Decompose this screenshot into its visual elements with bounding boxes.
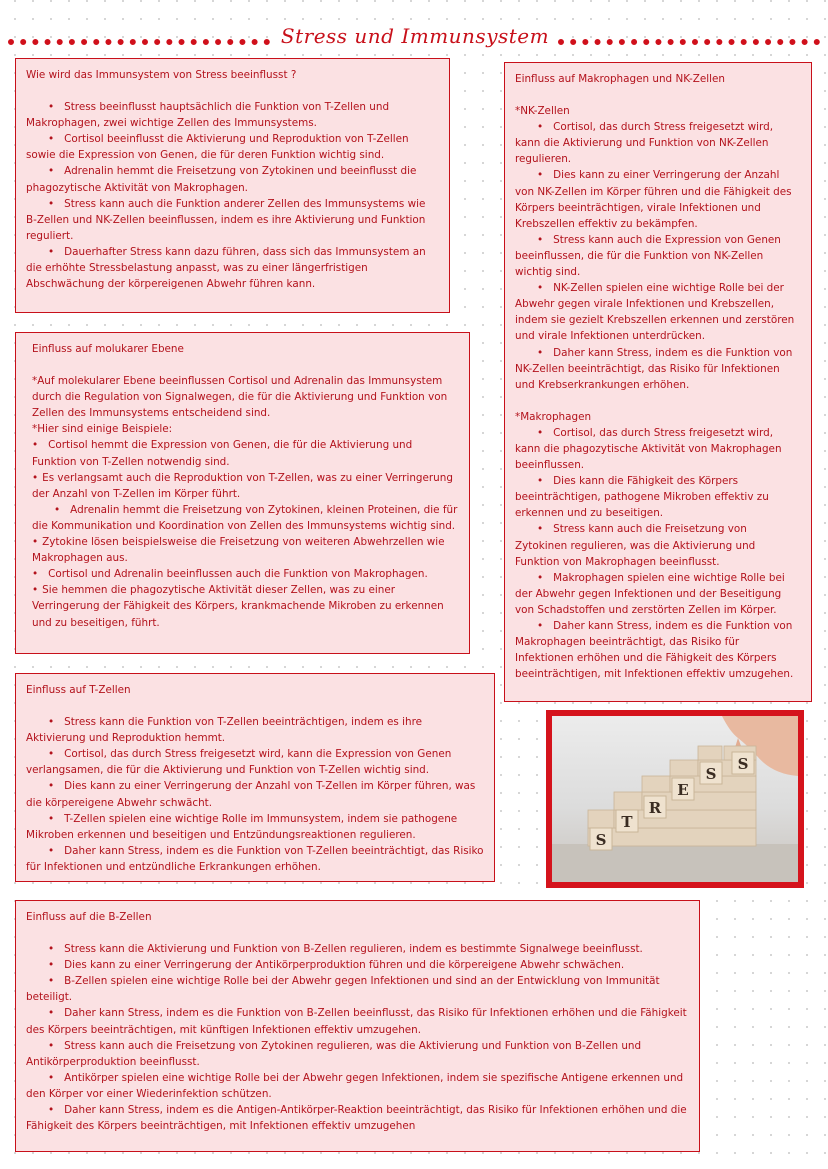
bullet-item: • Antikörper spielen eine wichtige Rolle bei der Abwehr gegen Infektionen, indem sie spezifische Antigene erkennen und den Körper vor einer Wiederinfektion schützen. — [26, 1070, 689, 1102]
section-b-cells — [15, 900, 700, 1152]
bullet-item: • Makrophagen spielen eine wichtige Rolle bei der Abwehr gegen Infektionen und der Beseitigung von Schadstoffen und zerstörten Zellen im Körper. — [515, 570, 801, 618]
block-letter: T — [621, 813, 633, 831]
section-heading: Einfluss auf Makrophagen und NK-Zellen — [515, 73, 725, 85]
bullet-item: • Stress beeinflusst hauptsächlich die Funktion von T-Zellen und Makrophagen, zwei wichtige Zellen des Immunsystems. — [26, 99, 439, 131]
bullet-item: • Dauerhafter Stress kann dazu führen, dass sich das Immunsystem an die erhöhte Stressbelastung anpasst, was zu einer längerfristigen Abschwächung der körpereigenen Abwehr führen kann. — [26, 244, 439, 292]
stress-blocks-photo — [546, 710, 804, 888]
bullet-item: • Dies kann zu einer Verringerung der Anzahl von T-Zellen im Körper führen, was die körpereigene Abwehr schwächt. — [26, 778, 484, 810]
section-stress-immune — [15, 58, 450, 313]
intro-text: *Auf molekularer Ebene beeinflussen Cortisol und Adrenalin das Immunsystem durch die Regulation von Signalwegen, die für die Aktivierung und Funktion von Zellen des Immunsystems entscheidend sind. — [32, 375, 448, 420]
bullet-item: • Cortisol, das durch Stress freigesetzt wird, kann die Expression von Genen verlangsamen, die für die Aktivierung und Funktion von T-Zellen wichtig sind. — [26, 746, 484, 778]
section-heading: Einfluss auf T-Zellen — [26, 684, 131, 696]
bullet-item: • Cortisol beeinflusst die Aktivierung und Reproduktion von T-Zellen sowie die Expression von Genen, die für deren Funktion wichtig sind. — [26, 131, 439, 163]
bullet-item: • Cortisol, das durch Stress freigesetzt wird, kann die phagozytische Aktivität von Makrophagen beeinflussen. — [515, 425, 801, 473]
bullet-item: • Stress kann auch die Funktion anderer Zellen des Immunsystems wie B-Zellen und NK-Zellen beeinflussen, indem es ihre Aktivierung und Funktion reguliert. — [26, 196, 439, 244]
bullet-item: • B-Zellen spielen eine wichtige Rolle bei der Abwehr gegen Infektionen und sind an der Entwicklung von Immunität beteiligt. — [26, 973, 689, 1005]
macrophage-label: *Makrophagen — [515, 410, 592, 423]
nk-label: *NK-Zellen — [515, 105, 570, 118]
section-t-cells — [15, 673, 495, 882]
bullet-item: • Daher kann Stress, indem es die Funktion von Makrophagen beeinträchtigt, das Risiko für Infektionen erhöhen und die Fähigkeit des Körpers beeinträchtigen, mit Infektionen effektiv umzugehen. — [515, 618, 801, 682]
decorative-dots-left — [8, 39, 270, 45]
bullet-item: • T-Zellen spielen eine wichtige Rolle im Immunsystem, indem sie pathogene Mikroben erkennen und beseitigen und Entzündungsreaktionen regulieren. — [26, 811, 484, 843]
block-letter: S — [737, 755, 749, 773]
bullet-item: • Dies kann zu einer Verringerung der Anzahl von NK-Zellen im Körper führen und die Fähigkeit des Körpers beeinträchtigen, virale Infektionen und Krebszellen effektiv zu bekämpfen. — [515, 167, 801, 231]
bullet-item: • Stress kann auch die Freisetzung von Zytokinen regulieren, was die Aktivierung und Funktion von Makrophagen beeinflusst. — [515, 521, 801, 569]
section-heading: Einfluss auf molukarer Ebene — [32, 343, 184, 355]
bullet-item: • Stress kann auch die Expression von Genen beeinflussen, die für die Funktion von NK-Zellen wichtig sind. — [515, 232, 801, 280]
bullet-item: • Daher kann Stress, indem es die Funktion von NK-Zellen beeinträchtigt, das Risiko für Infektionen und Krebserkrankungen erhöhen. — [515, 345, 801, 393]
bullet-item: • Dies kann zu einer Verringerung der Antikörperproduktion führen und die körpereigene Abwehr schwächen. — [26, 957, 689, 973]
bullet-item: • Zytokine lösen beispielsweise die Freisetzung von weiteren Abwehrzellen wie Makrophagen aus. — [32, 534, 459, 566]
bullet-item: • Cortisol und Adrenalin beeinflussen auch die Funktion von Makrophagen. — [32, 566, 459, 582]
bullet-item: • Stress kann die Funktion von T-Zellen beeinträchtigen, indem es ihre Aktivierung und Reproduktion hemmt. — [26, 714, 484, 746]
bullet-item: • Adrenalin hemmt die Freisetzung von Zytokinen, kleinen Proteinen, die für die Kommunikation und Koordination von Zellen des Immunsystems wichtig sind. — [32, 502, 459, 534]
bullet-item: • Sie hemmen die phagozytische Aktivität dieser Zellen, was zu einer Verringerung der Fähigkeit des Körpers, krankmachende Mikroben zu erkennen und zu beseitigen, führt. — [32, 582, 459, 630]
bullet-item: • Cortisol hemmt die Expression von Genen, die für die Aktivierung und Funktion von T-Zellen notwendig sind. — [32, 437, 459, 469]
section-molecular — [15, 332, 470, 654]
block-letter: S — [595, 831, 607, 849]
bullet-item: • Daher kann Stress, indem es die Funktion von B-Zellen beeinflusst, das Risiko für Infektionen erhöhen und die Fähigkeit des Körpers beeinträchtigen, mit künftigen Infektionen effektiv umzugehen. — [26, 1005, 689, 1037]
bullet-item: • Stress kann auch die Freisetzung von Zytokinen regulieren, was die Aktivierung und Funktion von B-Zellen und Antikörperproduktion beeinflusst. — [26, 1038, 689, 1070]
bullet-item: • NK-Zellen spielen eine wichtige Rolle bei der Abwehr gegen virale Infektionen und Krebszellen, indem sie gezielt Krebszellen erkennen und zerstören und virale Infektionen unterdrücken. — [515, 280, 801, 344]
bullet-item: • Cortisol, das durch Stress freigesetzt wird, kann die Aktivierung und Funktion von NK-Zellen regulieren. — [515, 119, 801, 167]
bullet-item: • Es verlangsamt auch die Reproduktion von T-Zellen, was zu einer Verringerung der Anzahl von T-Zellen im Körper führt. — [32, 470, 459, 502]
bullet-item: • Daher kann Stress, indem es die Funktion von T-Zellen beeinträchtigt, das Risiko für Infektionen und entzündliche Erkrankungen erhöhen. — [26, 843, 484, 875]
bullet-item: • Adrenalin hemmt die Freisetzung von Zytokinen und beeinflusst die phagozytische Aktivität von Makrophagen. — [26, 163, 439, 195]
block-letter: E — [677, 781, 689, 799]
bullet-item: • Stress kann die Aktivierung und Funktion von B-Zellen regulieren, indem es bestimmte Signalwege beeinflusst. — [26, 941, 689, 957]
section-heading: Einfluss auf die B-Zellen — [26, 911, 152, 923]
examples-label: *Hier sind einige Beispiele: — [32, 423, 173, 436]
page-title: Stress und Immunsystem — [272, 24, 558, 48]
section-heading: Wie wird das Immunsystem von Stress beeinflusst ? — [26, 69, 297, 81]
bullet-item: • Dies kann die Fähigkeit des Körpers beeinträchtigen, pathogene Mikroben effektiv zu erkennen und zu beseitigen. — [515, 473, 801, 521]
block-letter: R — [648, 799, 662, 817]
page-header — [0, 22, 828, 56]
bullet-item: • Daher kann Stress, indem es die Antigen-Antikörper-Reaktion beeinträchtigt, das Risiko für Infektionen erhöhen und die Fähigkeit des Körpers beeinträchtigen, mit Infektionen effektiv umzugehen — [26, 1102, 689, 1134]
section-macrophages-nk — [504, 62, 812, 702]
stress-blocks-illustration — [552, 716, 798, 882]
decorative-dots-right — [558, 39, 820, 45]
block-letter: S — [705, 765, 717, 783]
